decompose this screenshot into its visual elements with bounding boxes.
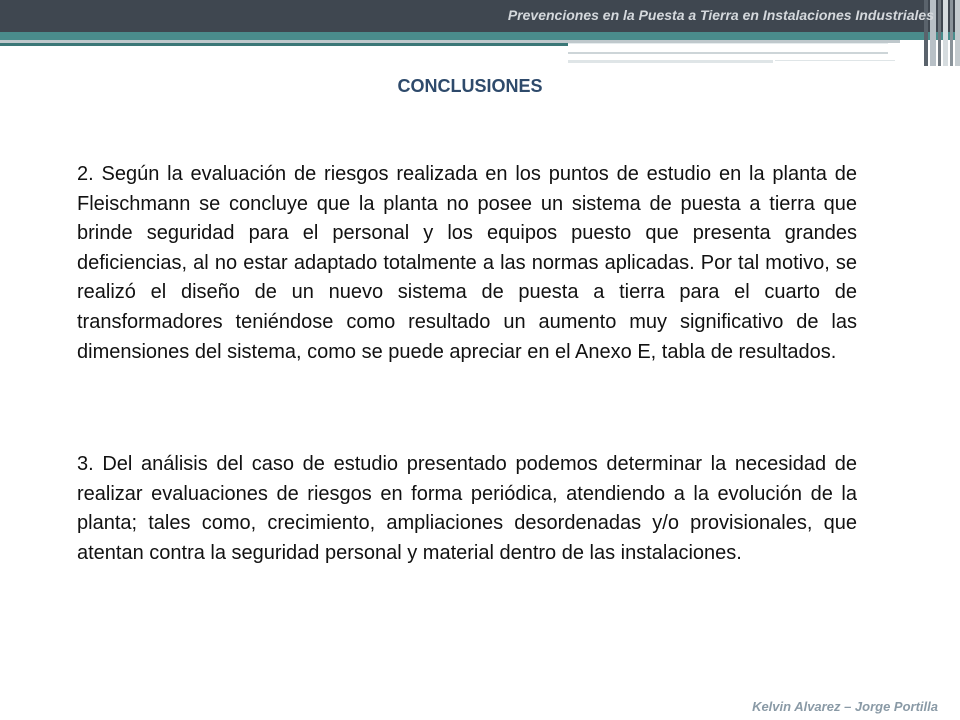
header-decoration-line-2: [568, 60, 773, 63]
header-decoration-line-3: [775, 60, 895, 61]
page-title: CONCLUSIONES: [397, 76, 543, 96]
header-decoration-line: [568, 52, 888, 54]
footer-authors: Kelvin Alvarez – Jorge Portilla: [752, 699, 938, 714]
conclusion-paragraph-2: 2. Según la evaluación de riesgos realizada en los puntos de estudio en la planta de Fleischmann se concluye que la planta no posee un sistema de puesta a tierra que brinde seguridad para el personal y los equipos puesto que presenta grandes deficiencias, al no estar adaptado totalmente a las normas aplicadas. Por tal motivo, se realizó el diseño de un nuevo sistema de puesta a tierra para el cuarto de transformadores teniéndose como resultado un aumento muy significativo de las dimensiones del sistema, como se puede apreciar en el Anexo E, tabla de resultados.: [77, 163, 857, 363]
presentation-title: Prevenciones en la Puesta a Tierra en Instalaciones Industriales: [507, 7, 934, 23]
conclusion-paragraph-3: 3. Del análisis del caso de estudio presentado podemos determinar la necesidad de realizar evaluaciones de riesgos en forma periódica, atendiendo a la evolución de la planta; tales como, crecimiento, ampliaciones desordenadas y/o provisionales, que atentan contra la seguridad personal y material dentro de las instalaciones.: [77, 453, 857, 564]
header-accent-band: [0, 32, 960, 40]
